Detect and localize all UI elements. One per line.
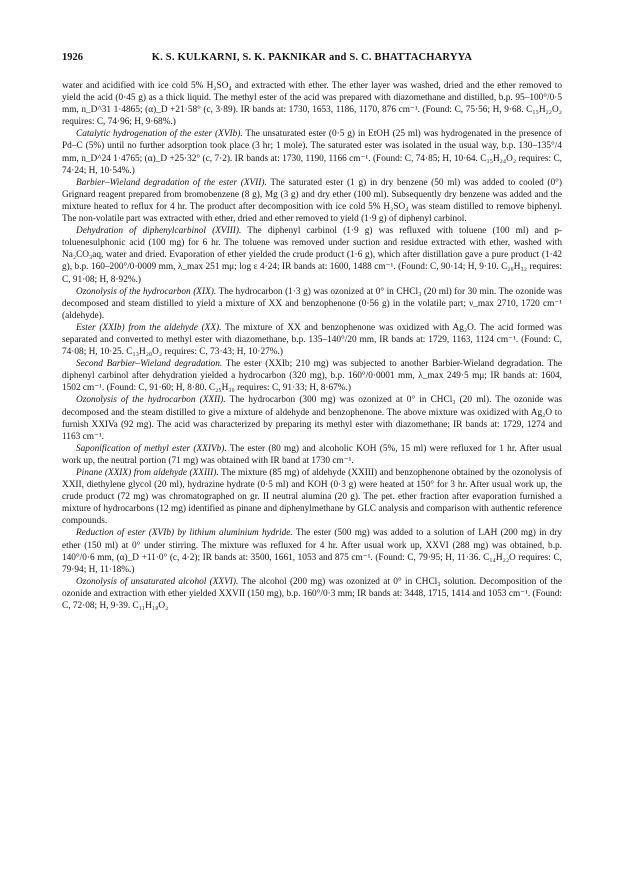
paragraph-heading: Ozonolysis of unsaturated alcohol (XXVI). — [76, 576, 239, 587]
paragraph-ozonolysis-xix — [62, 286, 562, 322]
paragraph-text: The ester (80 mg) and alcoholic KOH (5%, 15 ml) were refluxed for 1 hr. After usual work up, the neutral portion (71 mg) was obtained with IR band at 1730 cm⁻¹. — [62, 443, 562, 466]
paragraph-heading: Ozonolysis of the hydrocarbon (XIX). — [76, 286, 217, 297]
paragraph-text: The mixture (85 mg) of aldehyde (XXIII) and benzophenone obtained by the ozonolysis of XXII, diethylene glycol (20 ml), hydrazine hydrate (0·5 ml) and KOH (0·3 g) were heated at 150° for 3 hr. After usual work up, the crude product (72 mg) was chromatographed on gr. II neutral alumina (20 g). The pet. ether fraction after evaporation furnished a mixture of hydrocarbons (12 mg) identified as pinane and diphenylmethane by GLC analysis and comparison with authentic reference compounds. — [62, 468, 562, 527]
paragraph-heading: Pinane (XXIX) from aldehyde (XXIII). — [76, 468, 219, 478]
paragraph-heading: Ozonolysis of the hydrocarbon (XXII). — [76, 395, 226, 406]
paragraph-heading: Saponification of methyl ester (XXIVb). — [76, 443, 227, 454]
paragraph-pinane — [62, 467, 562, 527]
paragraph-ozonolysis-alcohol — [62, 576, 562, 612]
paragraph-saponification — [62, 443, 562, 467]
paragraph-text: The saturated ester (1 g) in dry benzene (50 ml) was added to cooled (0°) Grignard reagent prepared from bromobenzene (8 g), Mg (3 g) and dry ether (100 ml). Subsequently dry benzene was added and the mixture heated to reflux for 4 hr. The product after decomposition with ice cold 5% H₂SO₄ was steam distilled to remove biphenyl. The non-volatile part was extracted with ether, dried and ether removed to yield (1·9 g) of diphenyl carbinol. — [62, 177, 562, 225]
paragraph-heading: Catalytic hydrogenation of the ester (XVIb). — [76, 129, 243, 140]
paragraph-ozonolysis-xxii — [62, 394, 562, 442]
paragraph-text: The ester (XXIb; 210 mg) was subjected to another Barbier-Wieland degradation. The diphenyl carbinol after dehydration yielded a hydrocarbon (320 mg), b.p. 160°/0·0001 mm, λ_max 249·5 mμ; IR bands at: 1604, 1502 cm⁻¹. (Found: C, 91·60; H, 8·80. C₂₅H₃₀ requires: C, 91·33; H, 8·67%.) — [62, 359, 562, 394]
paragraph-text: The unsaturated ester (0·5 g) in EtOH (25 ml) was hydrogenated in the presence of Pd–C (5%) until no further adsorption took place (3 hr; 1 mole). The saturated ester was isolated in the usual way, b.p. 130–135°/4 mm, n_D^24 1·4765; (α)_D +25·32° (c, 7·2). IR bands at: 1730, 1190, 1166 cm⁻¹. (Found: C, 74·85; H, 10·64. C₁₅H₂₄O₂ requires: C, 74·24; H, 10·54%.) — [62, 129, 562, 176]
paragraph-ester-xxib — [62, 322, 562, 358]
paragraph-heading: Second Barbier–Wieland degradation. — [76, 359, 223, 370]
paragraph-heading: Ester (XXIb) from the aldehyde (XX). — [76, 322, 222, 333]
paragraph-heading: Barbier–Wieland degradation of the ester (XVII). — [76, 177, 267, 188]
paragraph-barbier-wieland — [62, 177, 562, 225]
paragraph-lah-reduction — [62, 527, 562, 575]
paragraph-text: The hydrocarbon (300 mg) was ozonized at 0° in CHCl₃ (20 ml). The ozonide was decomposed and the steam distilled to give a mixture of aldehyde and benzophenone. The above mixture was oxidized with Ag₂O to furnish XXIVa (92 mg). The acid was characterized by preparing its methyl ester with diazomethane; IR bands at: 1729, 1274 and 1163 cm⁻¹. — [62, 395, 562, 442]
page-number: 1926 — [62, 52, 83, 63]
paragraph-text: The diphenyl carbinol (1·9 g) was refluxed with toluene (100 ml) and p-toluenesulphonic acid (100 mg) for 6 hr. The toluene was removed under suction and residue extracted with ether, washed with Na₂CO₃aq, water and dried. Evaporation of ether yielded the crude product (1·6 g), which after distillation gave a pure product (1·42 g), b.p. 160–200°/0·0009 mm, λ_max 251 mμ; log ε 4·24; IR bands at: 1600, 1488 cm⁻¹. (Found: C, 90·14; H, 9·10. C₂₆H₃₂ requires: C, 91·08; H, 8·92%.) — [62, 226, 562, 285]
paragraph-catalytic-hydrogenation — [62, 128, 562, 176]
paragraph-second-barbier-wieland — [62, 358, 562, 394]
paragraph-acid-preparation — [62, 80, 562, 128]
page-header — [62, 52, 562, 68]
paragraph-text: The hydrocarbon (1·3 g) was ozonized at 0° in CHCl₃ (20 ml) for 30 min. The ozonide was decomposed and steam distilled to yield a mixture of XX and benzophenone (0·56 g) in the volatile part; ν_max 2710, 1720 cm⁻¹ (aldehyde). — [62, 286, 562, 321]
paragraph-text: The ester (500 mg) was added to a solution of LAH (200 mg) in dry ether (150 ml) at 0° under stirring. The mixture was refluxed for 4 hr. After usual work up, XXVI (288 mg) was obtained, b.p. 140°/0·6 mm, (α)_D +11·0° (c, 4·2); IR bands at: 3500, 1661, 1053 and 875 cm⁻¹. (Found: C, 79·95; H, 11·36. C₁₄H₂₂O requires: C, 79·94; H, 11·18%.) — [62, 528, 563, 575]
paragraph-text: water and acidified with ice cold 5% H₂SO₄ and extracted with ether. The ether layer was washed, dried and the ether removed to yield the acid (0·45 g) as a thick liquid. The methyl ester of the acid was prepared with diazomethane and distilled, b.p. 95–100°/0·5 mm, n_D^31 1·4865; (α)_D +21·58° (c, 3·89). IR bands at: 1730, 1653, 1186, 1170, 876 cm⁻¹. (Found: C, 75·56; H, 9·68. C₁₅H₂₂O₂ requires: C, 74·96; H, 9·68%.) — [62, 81, 562, 128]
running-head-authors: K. S. KULKARNI, S. K. PAKNIKAR and S. C. BHATTACHARYYA — [151, 52, 473, 63]
paragraph-text: The mixture of XX and benzophenone was oxidized with Ag₂O. The acid formed was separated and converted to methyl ester with diazomethane, b.p. 135–140°/20 mm, IR bands at: 1729, 1163, 1124 cm⁻¹. (Found: C, 74·08; H, 10·25. C₁₃H₂₀O₂ requires: C, 73·43; H, 10·27%.) — [62, 322, 563, 358]
paragraph-text: The alcohol (200 mg) was ozonized at 0° in CHCl₃ solution. Decomposition of the ozonide and extraction with ether yielded XXVII (150 mg), b.p. 160°/0·3 mm; IR bands at: 3448, 1715, 1414 and 1053 cm⁻¹. (Found: C, 72·08; H, 9·39. C₁₁H₁₈O₂ — [62, 576, 562, 612]
paragraph-heading: Reduction of ester (XVIb) by lithium aluminium hydride. — [76, 528, 293, 539]
paragraph-heading: Dehydration of diphenylcarbinol (XVIII). — [76, 226, 242, 237]
article-body — [62, 80, 562, 612]
paragraph-dehydration — [62, 225, 562, 285]
